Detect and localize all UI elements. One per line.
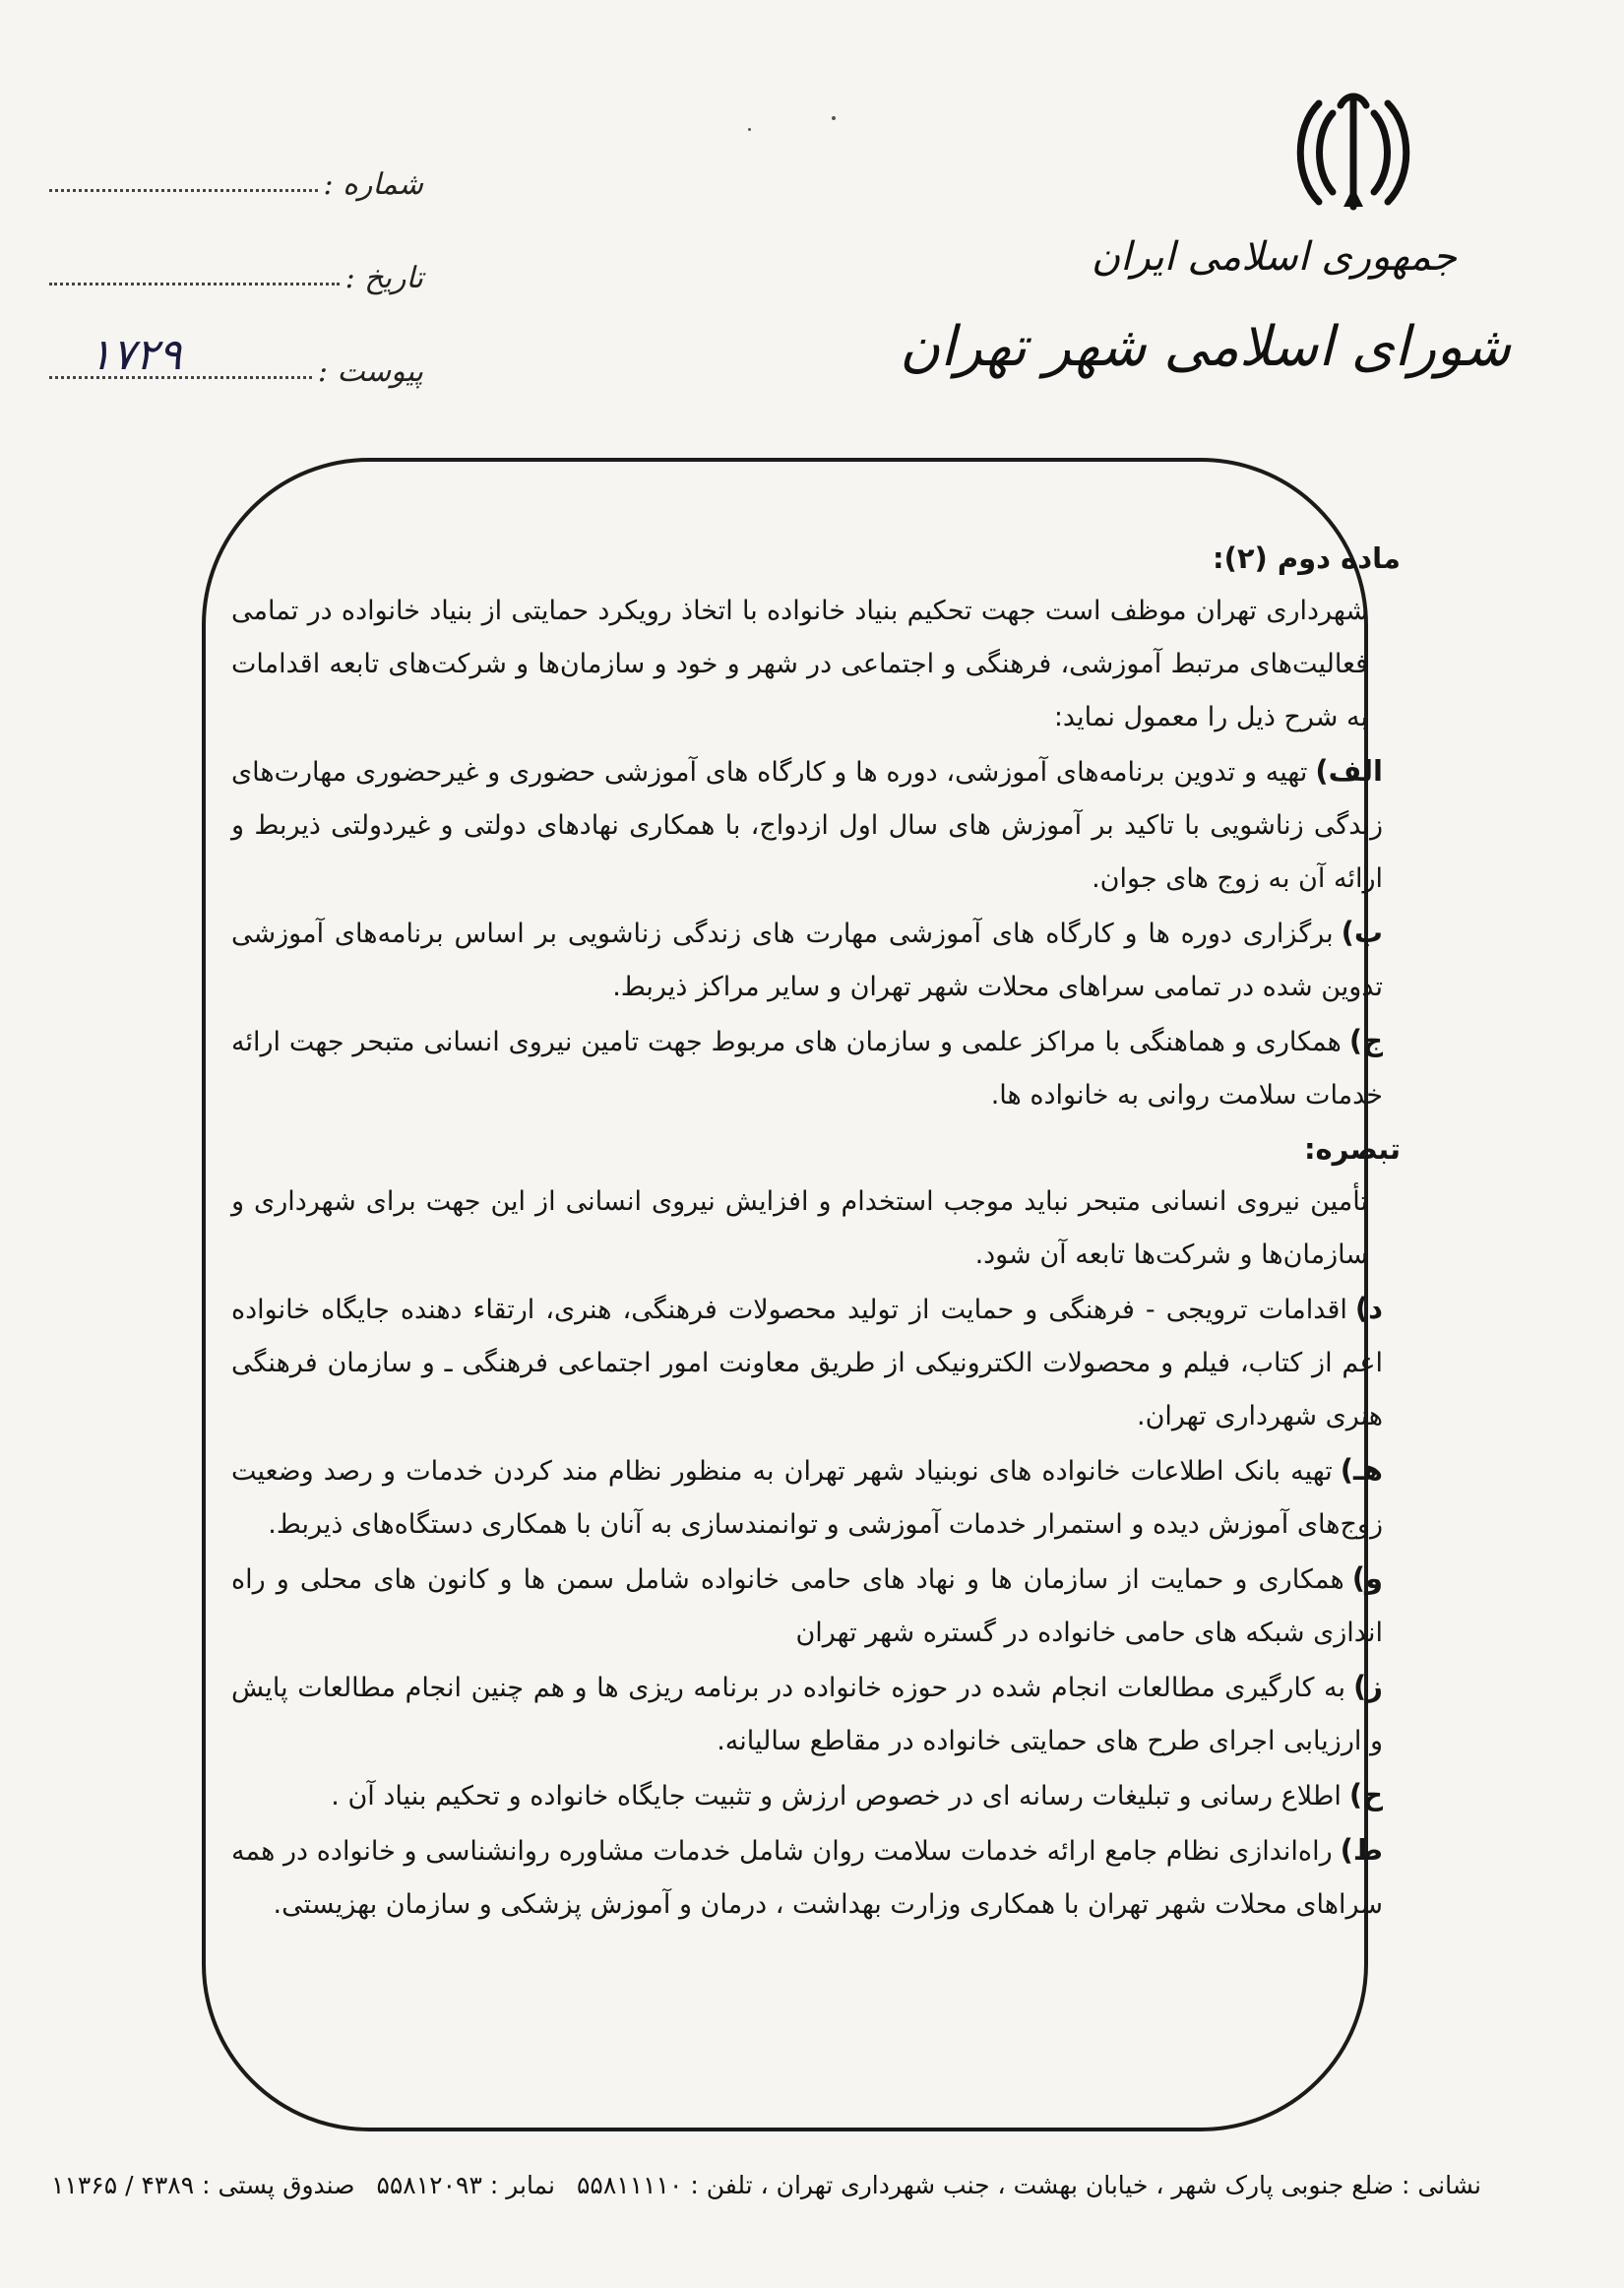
- list-item: [221, 1014, 1383, 1122]
- article-title: ماده دوم (۲):: [1212, 541, 1401, 575]
- item-label: ز): [1353, 1670, 1383, 1703]
- meta-attachment-row: [49, 295, 423, 389]
- letter-body: [221, 532, 1401, 1932]
- item-label: الف): [1315, 754, 1383, 788]
- meta-number-line: [49, 175, 318, 192]
- org-name-council: شورای اسلامی شهر تهران: [900, 315, 1511, 379]
- footer-pobox: صندوق پستی : ۴۳۸۹ / ۱۱۳۶۵: [50, 2171, 355, 2199]
- list-item: [221, 1552, 1383, 1660]
- article-intro: شهرداری تهران موظف است جهت تحکیم بنیاد خانواده با اتخاذ رویکرد حمایتی از بنیاد خانواده در تمامی فعالیت‌های مرتبط آموزشی، فرهنگی و اجتماعی در شهر و خود و سازمان‌ها و شرکت‌های تابعه اقدامات به شرح ذیل را معمول نماید:: [231, 596, 1368, 732]
- letter-meta: [49, 108, 423, 389]
- item-label: ط): [1340, 1833, 1383, 1867]
- footer-fax: نمابر : ۵۵۸۱۲۰۹۳: [376, 2171, 555, 2199]
- list-item: [221, 744, 1383, 906]
- item-text: تهیه بانک اطلاعات خانواده های نوبنیاد شهر تهران به منظور نظام مند کردن خدمات و رصد وضعیت زوج‌های آموزش دیده و استمرار خدمات آموزشی و توانمندسازی به آنان با همکاری دستگاه‌های ذیربط.: [231, 1456, 1383, 1540]
- meta-attachment-label: پیوست :: [317, 354, 423, 389]
- item-label: د): [1354, 1292, 1383, 1325]
- meta-date-label: تاریخ :: [344, 261, 423, 295]
- list-item: [221, 1823, 1383, 1932]
- item-text: به کارگیری مطالعات انجام شده در حوزه خانواده در برنامه ریزی ها و هم چنین انجام مطالعات پایش و ارزیابی اجرای طرح های حمایتی خانواده در مقاطع سالیانه.: [231, 1673, 1383, 1756]
- meta-number-label: شماره :: [323, 167, 423, 202]
- item-text: برگزاری دوره ها و کارگاه های آموزشی مهارت های زندگی زناشویی بر اساس برنامه‌های آموزشی تدوین شده در تمامی سراهای محلات شهر تهران و سایر مراکز ذیربط.: [231, 919, 1383, 1002]
- list-item: [221, 906, 1383, 1014]
- footer-address: نشانی : ضلع جنوبی پارک شهر ، خیابان بهشت ، جنب شهرداری تهران ، تلفن : ۵۵۸۱۱۱۱۰: [576, 2171, 1481, 2199]
- item-label: ج): [1348, 1024, 1383, 1057]
- note-text: تأمین نیروی انسانی متبحر نباید موجب استخدام و افزایش نیروی انسانی از این جهت برای شهرداری و سازمان‌ها و شرکت‌ها تابعه آن شود.: [231, 1186, 1368, 1270]
- item-text: همکاری و حمایت از سازمان ها و نهاد های حامی خانواده شامل سمن ها و کانون های محلی و راه اندازی شبکه های حامی خانواده در گستره شهر تهران: [231, 1564, 1383, 1648]
- item-label: هـ): [1340, 1453, 1383, 1487]
- scan-speck: [832, 116, 836, 120]
- item-label: ب): [1341, 916, 1383, 949]
- meta-date-line: [49, 269, 340, 286]
- meta-attachment-value: ۱۷۲۹: [89, 330, 182, 380]
- item-label: و): [1351, 1561, 1383, 1595]
- org-name-country: جمهوری اسلامی ایران: [1091, 234, 1457, 280]
- list-item: [221, 1282, 1383, 1443]
- iran-emblem-icon: [1289, 84, 1417, 222]
- meta-date-row: [49, 202, 423, 295]
- item-text: همکاری و هماهنگی با مراکز علمی و سازمان های مربوط جهت تامین نیروی انسانی متبحر جهت ارائه خدمات سلامت روانی به خانواده ها.: [231, 1027, 1383, 1111]
- item-text: اقدامات ترویجی - فرهنگی و حمایت از تولید محصولات فرهنگی، هنری، ارتقاء دهنده جایگاه خانواده اعم از کتاب، فیلم و محصولات الکترونیکی از طریق معاونت امور اجتماعی فرهنگی ـ و سازمان فرهنگی هنری شهرداری تهران.: [231, 1295, 1383, 1431]
- meta-number-row: [49, 108, 423, 202]
- list-item: [221, 1768, 1383, 1823]
- item-text: تهیه و تدوین برنامه‌های آموزشی، دوره ها و کارگاه های آموزشی حضوری و غیرحضوری مهارت‌های زندگی زناشویی با تاکید بر آموزش های سال اول ازدواج، با همکاری نهادهای دولتی و غیردولتی ذیربط و ارائه آن به زوج های جوان.: [231, 757, 1383, 894]
- scan-speck: [748, 128, 751, 131]
- item-text: راه‌اندازی نظام جامع ارائه خدمات سلامت روان شامل خدمات مشاوره روانشناسی و خانواده در همه سراهای محلات شهر تهران با همکاری وزارت بهداشت ، درمان و آموزش پزشکی و سازمان بهزیستی.: [231, 1836, 1383, 1920]
- letter-footer: [50, 2171, 1481, 2199]
- list-item: [221, 1660, 1383, 1768]
- item-label: ح): [1348, 1778, 1383, 1811]
- list-item: [221, 1443, 1383, 1552]
- note-title: تبصره:: [1303, 1132, 1401, 1166]
- meta-attachment-line: [49, 330, 312, 380]
- item-text: اطلاع رسانی و تبلیغات رسانه ای در خصوص ارزش و تثبیت جایگاه خانواده و تحکیم بنیاد آن .: [331, 1781, 1342, 1811]
